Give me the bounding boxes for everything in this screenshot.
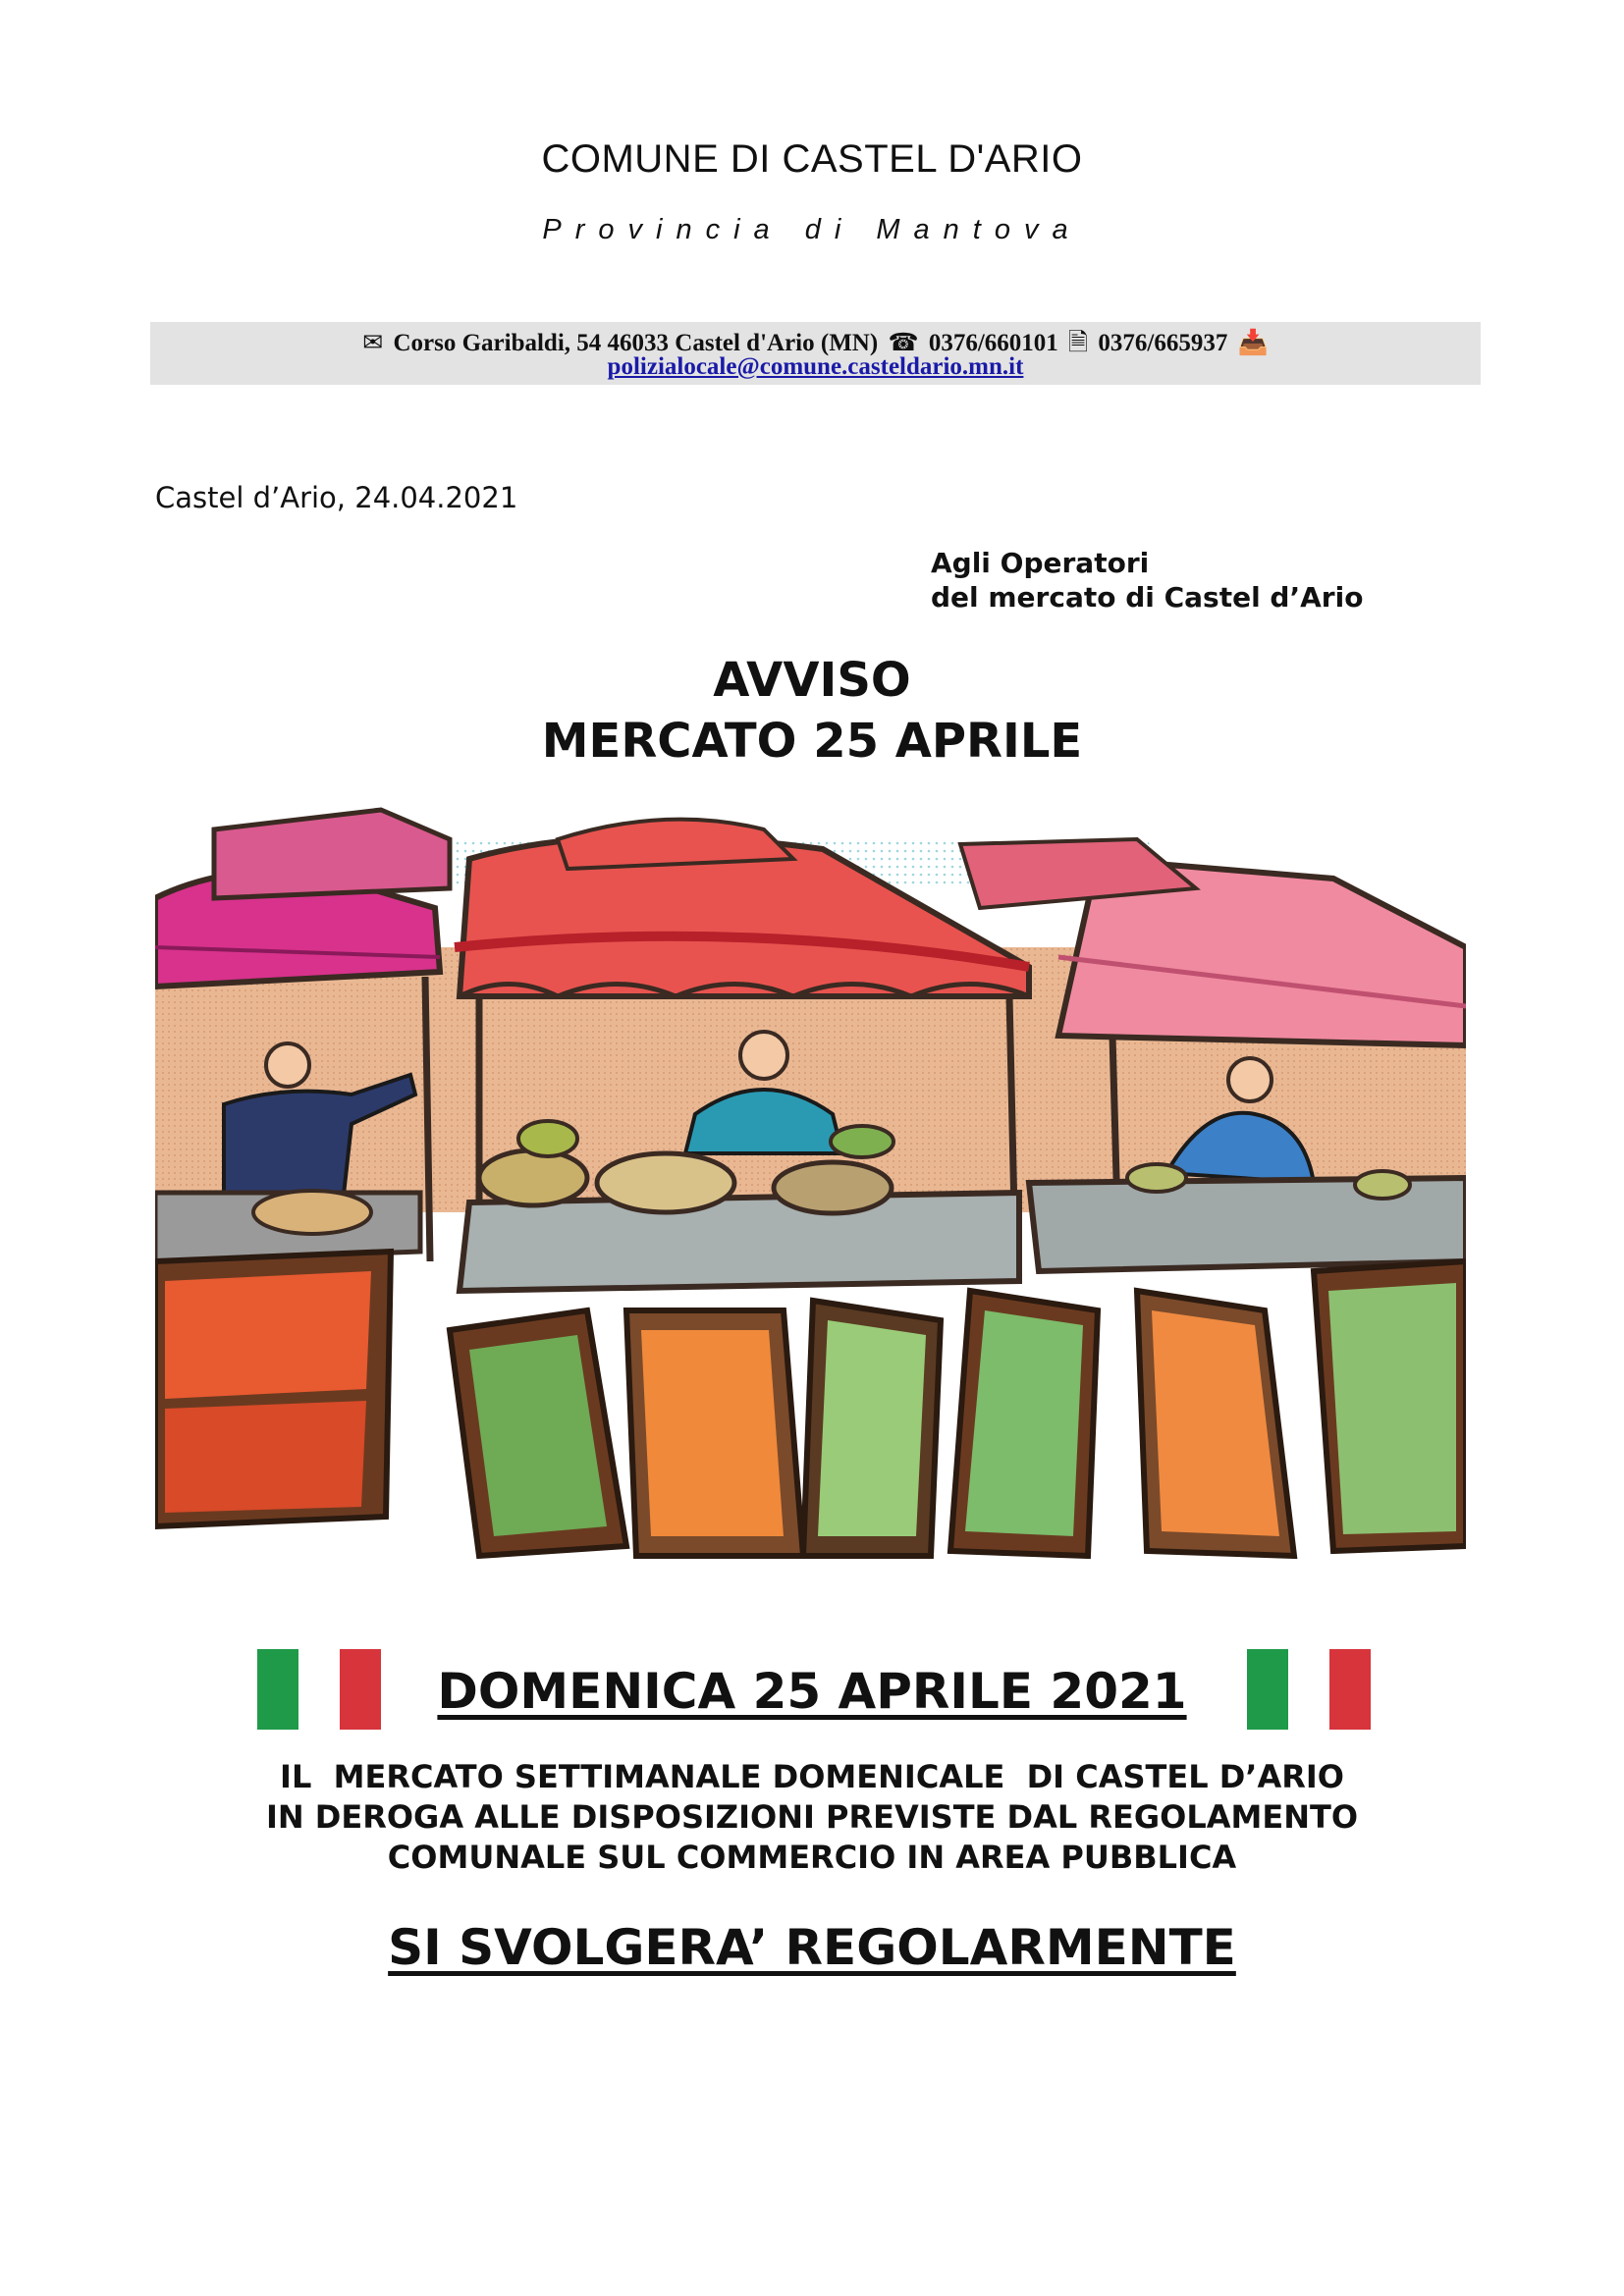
contact-address: Corso Garibaldi, 54 46033 Castel d'Ario (MN) <box>393 330 879 356</box>
municipality-name: COMUNE DI CASTEL D'ARIO <box>541 137 1083 181</box>
event-date: DOMENICA 25 APRILE 2021 <box>437 1663 1187 1720</box>
phone-icon: ☎ <box>888 330 919 356</box>
title-line-2: MERCATO 25 APRILE <box>541 714 1083 769</box>
email-link[interactable]: polizialocale@comune.casteldario.mn.it <box>607 353 1024 380</box>
recipient-line-1: Agli Operatori <box>931 547 1150 579</box>
contact-fax: 0376/665937 <box>1098 330 1228 356</box>
recipient-line-2: del mercato di Castel d’Ario <box>931 581 1364 614</box>
province-name: Provincia di Mantova <box>542 214 1082 245</box>
notice-line-2: IN DEROGA ALLE DISPOSIZIONI PREVISTE DAL REGOLAMENTO <box>265 1798 1359 1836</box>
contact-bar <box>150 322 1481 385</box>
recipient-block <box>931 546 1363 614</box>
contact-phone: 0376/660101 <box>928 330 1058 356</box>
contact-email-row <box>150 353 1481 381</box>
notice-line-1: IL MERCATO SETTIMANALE DOMENICALE DI CASTEL D’ARIO <box>280 1758 1344 1795</box>
notice-outcome: SI SVOLGERA’ REGOLARMENTE <box>388 1919 1236 1976</box>
document-icon: 🗎 <box>1068 330 1089 356</box>
envelope-icon: ✉ <box>362 330 384 356</box>
market-stalls-illustration <box>155 800 1466 1585</box>
notice-body <box>0 1757 1624 1878</box>
title-line-1: AVVISO <box>713 653 911 708</box>
notice-title <box>0 650 1624 772</box>
place-date: Castel d’Ario, 24.04.2021 <box>155 481 518 514</box>
mail-tray-icon: 📥 <box>1237 330 1269 356</box>
notice-line-3: COMUNALE SUL COMMERCIO IN AREA PUBBLICA <box>387 1839 1237 1876</box>
